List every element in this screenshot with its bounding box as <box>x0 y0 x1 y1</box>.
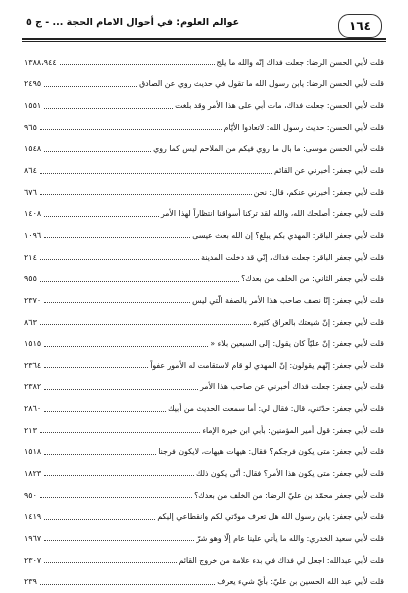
entry-page-number: ٨٦٣ <box>24 317 37 327</box>
index-list <box>24 52 384 587</box>
entry-page-number: ١٥١٨ <box>24 447 42 457</box>
leader-dots <box>40 497 192 498</box>
index-entry <box>24 117 384 139</box>
entry-page-number: ١٤٠٨ <box>24 209 42 219</box>
entry-text: قلت لأبي جعفر: إنّهم يقولون: إنّ المهدي لو قام لاستقامت له الأمور عفواً <box>150 360 384 370</box>
entry-page-number: ١٠٩٦ <box>24 230 42 240</box>
index-entry <box>24 333 384 355</box>
index-entry <box>24 74 384 96</box>
entry-page-number: ٢٨٦٠ <box>24 404 42 414</box>
leader-dots <box>40 281 239 282</box>
entry-text: قلت لأبي الحسن موسى: ما بال ما روي فيكم من الملاحم ليس كما روي <box>153 144 384 154</box>
entry-text: قلت لأبي جعفر الثاني: من الخلف من بعدك؟ <box>241 274 384 284</box>
entry-page-number: ١٣٨٨،٩٤٤ <box>24 57 57 67</box>
index-entry <box>24 528 384 550</box>
leader-dots <box>44 454 156 455</box>
leader-dots <box>44 302 190 303</box>
leader-dots <box>44 562 176 563</box>
entry-text: قلت لأبي جعفر الباقر: المهدي بكم يبلغ؟ إن الله بعث عيسى <box>192 230 384 240</box>
index-entry <box>24 95 384 117</box>
index-entry <box>24 398 384 420</box>
leader-dots <box>40 584 215 585</box>
leader-dots <box>44 475 194 476</box>
entry-page-number: ٩٥٠ <box>24 490 37 500</box>
leader-dots <box>44 237 190 238</box>
entry-page-number: ١٥١٥ <box>24 339 42 349</box>
entry-text: قلت لأبي الحسن الرضا: يابن رسول الله ما تقول في حديث روي عن الصادق <box>139 79 384 89</box>
entry-text: قلت لأبي جعفر: إنّ عليّاً كان يقول: إلى السبعين بلاء « <box>210 339 384 349</box>
entry-text: قلت لأبي عبدالله: اجعل لي فداك في بدء علامة من خروج القائم <box>178 555 384 565</box>
index-entry <box>24 268 384 290</box>
leader-dots <box>44 86 137 87</box>
index-entry <box>24 506 384 528</box>
index-entry <box>24 571 384 593</box>
index-entry <box>24 139 384 161</box>
entry-page-number: ٦٧٦ <box>24 187 37 197</box>
entry-page-number: ٩٥٥ <box>24 274 37 284</box>
entry-page-number: ١٥٥١ <box>24 101 42 111</box>
entry-page-number: ٨٦٤ <box>24 166 37 176</box>
entry-page-number: ٢٣٩ <box>24 577 37 587</box>
entry-text: قلت لأبي جعفر: أصلحك الله، والله لقد تركنا أسواقنا انتظاراً لهذا الأمر <box>160 209 384 219</box>
index-entry <box>24 377 384 399</box>
index-entry <box>24 290 384 312</box>
index-entry <box>24 442 384 464</box>
entry-text: قلت لأبي عبد الله الحسين بن عليّ: بأيّ شيء يعرف <box>217 577 384 587</box>
index-entry <box>24 420 384 442</box>
leader-dots <box>40 432 200 433</box>
entry-page-number: ١٥٤٨ <box>24 144 42 154</box>
entry-text: قلت لأبي جعفر: أخبرني عنكم، قال: نحن <box>253 187 384 197</box>
index-entry <box>24 463 384 485</box>
page-number: ١٦٤ <box>338 14 382 38</box>
entry-text: قلت لأبي جعفر: إنّا نصف صاحب هذا الأمر بالصفة الّتي ليس <box>192 295 384 305</box>
index-entry <box>24 203 384 225</box>
entry-text: قلت لأبي جعفر: أخبرني عن القائم <box>273 166 384 176</box>
entry-page-number: ٢١٣ <box>24 425 37 435</box>
index-entry <box>24 52 384 74</box>
leader-dots <box>40 194 252 195</box>
index-entry <box>24 182 384 204</box>
leader-dots <box>44 151 151 152</box>
leader-dots <box>44 216 159 217</box>
entry-text: قلت لأبي جعفر: قول أمير المؤمنين: بأبي ابن خيرة الإماء <box>202 425 384 435</box>
entry-page-number: ٢٣٧٠ <box>24 295 42 305</box>
entry-text: قلت لأبي جعفر: متى يكون فرجكم؟ فقال: هيهات هيهات، لايكون فرجنا <box>158 447 384 457</box>
entry-text: قلت لأبي الحسن: جعلت فداك، مات أبي على هذا الأمر وقد بلغت <box>175 101 384 111</box>
leader-dots <box>44 519 155 520</box>
index-entry <box>24 160 384 182</box>
entry-text: قلت لأبي جعفر محمّد بن عليّ الرضا: من الخلف من بعدك؟ <box>194 490 384 500</box>
page-header <box>26 14 384 38</box>
index-entry <box>24 550 384 572</box>
index-entry <box>24 355 384 377</box>
entry-text: قلت لأبي الحسن الرضا: جعلت فداك إنّه والله ما يلج <box>216 57 384 67</box>
entry-text: قلت لأبي جعفر: يابن رسول الله هل تعرف مودّتي لكم وانقطاعي إليكم <box>157 512 384 522</box>
entry-text: قلت لأبي جعفر: حدّثني، قال: فقال لي: أما سمعت الحديث من أبيك <box>168 404 384 414</box>
entry-page-number: ٢٣٦٤ <box>24 360 42 370</box>
leader-dots <box>40 324 251 325</box>
entry-page-number: ٩٦٥ <box>24 122 37 132</box>
entry-page-number: ٢٣٠٧ <box>24 555 42 565</box>
header-rule-thick <box>22 38 386 40</box>
leader-dots <box>40 129 222 130</box>
entry-page-number: ٢٣٨٢ <box>24 382 42 392</box>
leader-dots <box>44 108 173 109</box>
header-rule-thin <box>22 41 386 42</box>
running-title: عوالم العلوم: في أحوال الامام الحجة ... - ج ٥ <box>26 17 240 28</box>
leader-dots <box>44 346 208 347</box>
leader-dots <box>40 259 199 260</box>
leader-dots <box>40 173 272 174</box>
entry-text: قلت لأبي جعفر الباقر: جعلت فداك، إنّي قد دخلت المدينة <box>201 252 384 262</box>
leader-dots <box>44 411 166 412</box>
leader-dots <box>44 540 194 541</box>
entry-text: قلت لأبي جعفر: جعلت فداك أخبرني عن صاحب هذا الأمر <box>200 382 384 392</box>
entry-page-number: ٢٤٩٥ <box>24 79 42 89</box>
index-entry <box>24 485 384 507</box>
entry-text: قلت لأبي جعفر: متى يكون هذا الأمر؟ فقال: أنّى يكون ذلك <box>196 468 384 478</box>
index-entry <box>24 247 384 269</box>
leader-dots <box>44 389 198 390</box>
index-entry <box>24 225 384 247</box>
index-entry <box>24 312 384 334</box>
leader-dots <box>60 64 215 65</box>
leader-dots <box>44 367 148 368</box>
entry-page-number: ١٤١٩ <box>24 512 42 522</box>
entry-text: قلت لأبي سعيد الخدري: والله ما يأتي علينا عام إلّا وهو شرّ <box>196 533 384 543</box>
entry-text: قلت لأبي جعفر: إنّ شيعتك بالعراق كثيرة <box>253 317 384 327</box>
entry-page-number: ١٨٢٣ <box>24 468 42 478</box>
entry-text: قلت لأبي الحسن: حديث رسول الله: لاتعادوا الأيّام <box>223 122 384 132</box>
entry-page-number: ٢١٤ <box>24 252 37 262</box>
entry-page-number: ١٩٦٧ <box>24 533 42 543</box>
